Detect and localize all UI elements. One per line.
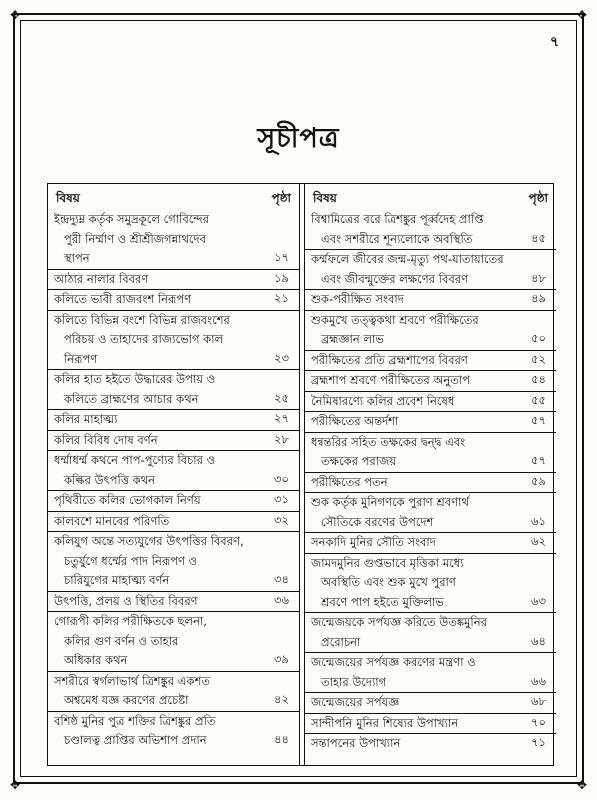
entry-text: ধন্বন্তরির সহিত তক্ষকের দ্বন্দ্ব এবং [311, 434, 466, 449]
toc-entry [305, 613, 556, 653]
entry-page-number: ৩৪ [274, 572, 289, 586]
entry-text: নৈমিষারণ্যে কলির প্রবেশ নিষেধ [311, 393, 455, 408]
toc-entry [305, 311, 556, 351]
entry-text: সনকাদি মুনির সৌতি সংবাদ [311, 535, 436, 549]
toc-entry [305, 290, 556, 311]
entry-page-number: ৪৯ [531, 291, 546, 305]
entry-page-number: ৫৯ [531, 473, 546, 488]
toc-entry [48, 612, 299, 672]
right-column [304, 184, 556, 765]
left-entry-list [48, 210, 299, 751]
entry-page-number: ৫২ [531, 351, 546, 366]
entry-text: তক্ষকের পরাজয় [321, 454, 397, 468]
toc-entry [48, 532, 299, 592]
entry-text: কলির গুণ বর্ণন ও তাহার [64, 633, 179, 648]
entry-page-number: ৭০ [531, 714, 546, 729]
entry-page-number: ৫৭ [531, 453, 546, 467]
entry-text: ব্রহ্মশাপ শ্রবণে পরীক্ষিতের অনুতাপ [311, 373, 470, 387]
entry-page-number: ৪৫ [531, 230, 546, 245]
entry-text: পরীক্ষিতের প্রতি ব্রহ্মশাপের বিবরণ [311, 352, 468, 367]
entry-page-number: ৬১ [531, 513, 546, 528]
left-column-header [48, 184, 299, 210]
entry-page-number: ৩৯ [274, 652, 289, 666]
toc-entry [305, 693, 556, 714]
entry-page-number: ২১ [274, 291, 289, 305]
entry-text: পৃথিবীতে কলির ভোগকাল নির্ণয় [54, 493, 201, 507]
entry-text: কলির হাত হইতে উদ্ধারের উপায় ও [54, 372, 216, 386]
entry-page-number: ৬৩ [531, 593, 546, 608]
toc-entry [48, 451, 299, 491]
entry-page-number: ১৭ [274, 250, 289, 264]
entry-page-number: ২৮ [274, 431, 289, 446]
entry-text: বিশ্বামিত্রের বরে ত্রিশঙ্কুর পূর্ব্বদেহ প্রাপ্তি [311, 212, 484, 226]
toc-entry [305, 351, 556, 372]
entry-page-number: ৪৪ [274, 732, 289, 746]
contents-table [47, 183, 554, 766]
entry-text: শ্রবণে পাপ হইতে মুক্তিলাভ [321, 594, 444, 609]
entry-text: জন্মেজয়কে সর্পযজ্ঞ করিতে উতঙ্কমুনির [311, 615, 487, 629]
entry-text: পুরী নির্ম্মাণ ও শ্রীশ্রীজগন্নাথদেব [64, 231, 206, 246]
entry-page-number: ৫৭ [531, 413, 546, 427]
toc-entry [305, 412, 556, 433]
entry-text: কালবশে মানবের পরিণতি [54, 513, 170, 528]
entry-text: এবং জীবন্মুক্তের লক্ষণের বিবরণ [321, 271, 469, 286]
toc-entry [305, 210, 556, 250]
entry-page-number: ৬৬ [531, 673, 546, 688]
entry-page-number: ৬৮ [531, 694, 546, 708]
entry-text: অশ্বমেধ যজ্ঞ করণের প্রচেষ্টা [64, 693, 189, 707]
subject-heading: বিষয় [56, 191, 80, 205]
entry-page-number: ৫৪ [531, 372, 546, 386]
entry-page-number: ২৭ [274, 411, 289, 425]
entry-text: সন্তাপনের উপাখ্যান [311, 736, 401, 750]
entry-text: ইন্দ্রদ্যুম্ন কর্তৃক সমুদ্রকূলে গোবিন্দের [54, 212, 209, 226]
right-column-header [305, 184, 556, 210]
entry-page-number: ৫৫ [531, 392, 546, 407]
page-title: সূচীপত্র [257, 123, 340, 154]
entry-text: পরীক্ষিতের পতন [311, 474, 388, 489]
entry-page-number: ৪২ [274, 692, 289, 706]
toc-entry [305, 533, 556, 554]
toc-entry [48, 491, 299, 512]
entry-text: শুক কর্তৃক মুনিগণকে পুরাণ শ্রবণার্থ [311, 495, 469, 509]
entry-page-number: ৫০ [531, 331, 546, 345]
entry-page-number: ৩২ [274, 512, 289, 527]
entry-text: কলিতে ভাবী রাজবংশ নিরূপণ [54, 292, 192, 306]
entry-text: অধিকার কথন [64, 653, 128, 667]
entry-text: স্থাপন [64, 251, 90, 265]
corner-ornament-bottom-left: ✥ [9, 778, 21, 792]
left-column [48, 184, 300, 765]
toc-entry [48, 712, 299, 751]
entry-page-number: ৭১ [531, 735, 546, 749]
entry-page-number: ২৫ [274, 390, 289, 405]
entry-text: শুক-পরীক্ষিত সংবাদ [311, 292, 404, 306]
entry-text: জামদমুনির গুপ্তভাবে মৃত্তিকা মধ্যে [311, 555, 464, 570]
toc-entry [305, 554, 556, 614]
entry-text: প্ররোচনা [321, 634, 361, 649]
entry-text: নিরূপণ [64, 351, 98, 366]
toc-entry [48, 672, 299, 712]
toc-entry [305, 734, 556, 754]
toc-entry [48, 410, 299, 431]
entry-text: এবং সশরীরে শূন্যলোকে অবস্থিতি [321, 231, 473, 246]
page-number: ৭ [549, 34, 559, 50]
entry-text: গোরূপী কলির পরীক্ষিতকে ছলনা, [54, 614, 207, 628]
entry-page-number: ১৯ [274, 270, 289, 285]
entry-text: ব্রহ্মজ্ঞান লাভ [321, 332, 384, 346]
right-entry-list [305, 210, 556, 754]
entry-page-number: ৪৮ [531, 270, 546, 285]
toc-entry [48, 592, 299, 613]
entry-text: অবস্থিতি এবং শুক মুখে পুরাণ [321, 575, 456, 589]
toc-entry [305, 392, 556, 413]
corner-ornament-bottom-right: ✥ [576, 778, 588, 792]
toc-entry [305, 473, 556, 494]
entry-text: কলিতে বিভিন্ন বংশে বিভিন্ন রাজবংশের [54, 312, 230, 327]
entry-page-number: ৩০ [274, 471, 289, 486]
toc-entry [48, 512, 299, 533]
entry-text: তাহার উদ্যোগ [321, 674, 387, 689]
entry-page-number: ৩১ [274, 492, 289, 506]
entry-text: শুকমুখে তত্ত্বকথা শ্রবণে পরীক্ষিতের [311, 312, 479, 327]
entry-text: জন্মেজয়ের সর্পযজ্ঞ [311, 695, 400, 709]
toc-entry [305, 250, 556, 290]
toc-entry [48, 290, 299, 311]
toc-entry [305, 371, 556, 392]
entry-text: পরিচয় ও তাহাদের রাজ্যভোগ কাল [64, 332, 224, 346]
toc-entry [48, 370, 299, 410]
entry-text: আঠার নালার বিবরণ [54, 271, 149, 286]
entry-text: কলির মাহাত্ম্য [54, 412, 118, 426]
entry-text: কলিযুগ অন্তে সত্যযুগের উৎপত্তির বিবরণ, [54, 534, 244, 548]
entry-text: জন্মেজয়ের সর্পযজ্ঞ করণের মন্ত্রণা ও [311, 655, 476, 669]
toc-entry [48, 311, 299, 371]
page-heading: পৃষ্ঠা [271, 191, 291, 205]
entry-text: উৎপত্তি, প্রলয় ও স্থিতির বিবরণ [54, 593, 198, 608]
entry-text: সশরীরে স্বর্গলাভার্থ ত্রিশঙ্কুর একশত [54, 673, 211, 688]
subject-heading: বিষয় [313, 191, 337, 205]
entry-text: কল্কির উৎপত্তি কথন [64, 472, 156, 487]
toc-entry [305, 433, 556, 473]
toc-entry [48, 431, 299, 452]
entry-text: সৌতিকে বরণের উপদেশ [321, 514, 434, 529]
entry-text: সান্দীপনি মুনির শিষ্যের উপাখ্যান [311, 715, 459, 730]
entry-text: চণ্ডালত্ব প্রাপ্তির অভিশাপ প্রদান [64, 733, 207, 747]
corner-ornament-top-right: ✥ [576, 8, 588, 22]
entry-text: ধর্ম্মাধর্ম্ম কথনে পাপ-পুণ্যের বিচার ও [54, 453, 216, 467]
entry-text: চতুর্যুগে ধর্ম্মের পাদ নিরূপণ ও [64, 553, 198, 568]
entry-text: কলির বিবিধ দোষ বর্ণন [54, 432, 158, 447]
entry-page-number: ৬২ [531, 534, 546, 548]
entry-page-number: ২৩ [274, 350, 289, 365]
toc-entry [305, 714, 556, 735]
entry-page-number: ৩৬ [274, 592, 289, 607]
toc-entry [305, 493, 556, 533]
entry-text: বশিষ্ঠ মুনির পুত্র শক্তির ত্রিশঙ্কুর প্রতি [54, 713, 216, 728]
entry-text: পরীক্ষিতের অন্তর্দশা [311, 414, 399, 428]
entry-text: কর্ম্মফলে জীবের জন্ম-মৃত্যু পথ-যাতায়াতের [311, 252, 504, 266]
toc-entry [48, 270, 299, 291]
toc-entry [48, 210, 299, 270]
entry-page-number: ৬৪ [531, 633, 546, 648]
entry-text: চারিযুগের মাহাত্ম্য বর্ণন [64, 573, 170, 587]
entry-text: কলিতে ব্রাহ্মণের আচার কথন [64, 391, 199, 406]
toc-entry [305, 653, 556, 693]
page-heading: পৃষ্ঠা [528, 191, 548, 205]
corner-ornament-top-left: ✥ [9, 8, 21, 22]
